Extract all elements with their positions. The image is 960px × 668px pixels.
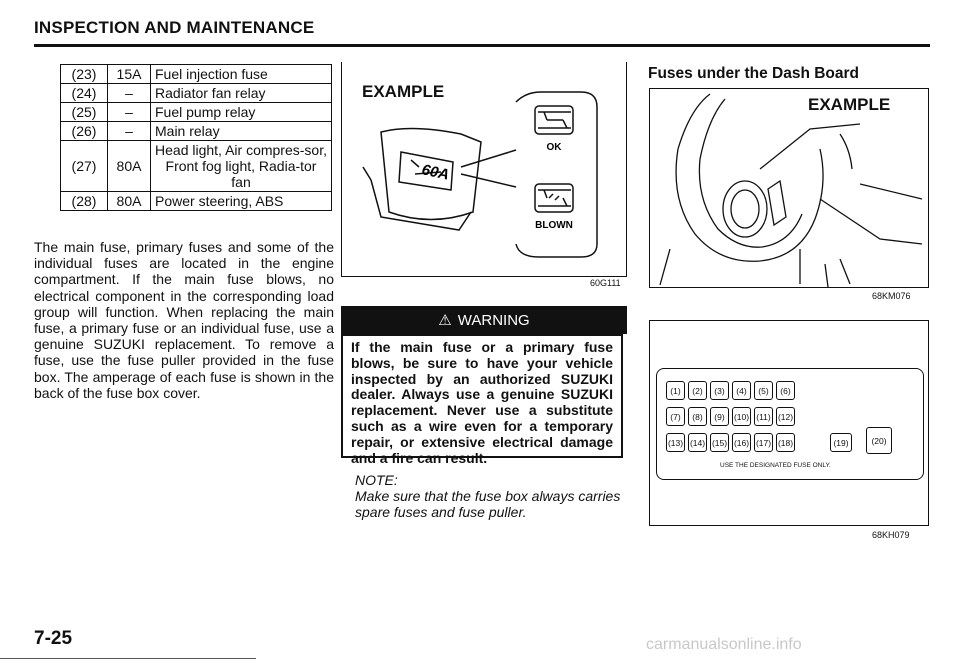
fuse-number: (28) xyxy=(61,192,108,211)
figure-code: 68KM076 xyxy=(872,291,911,301)
fuse-marking-text: 60A xyxy=(420,161,451,184)
fuse-slot: (12) xyxy=(776,407,795,426)
dash-figure-frame xyxy=(649,88,929,288)
fuse-slot: (13) xyxy=(666,433,685,452)
fuse-description: Radiator fan relay xyxy=(151,84,332,103)
steering-wheel-illustration xyxy=(650,89,929,288)
fuse-slot: (18) xyxy=(776,433,795,452)
watermark: carmanualsonline.info xyxy=(646,636,802,653)
note-text: Make sure that the fuse box always carries spare fuses and fuse puller. xyxy=(355,488,621,520)
body-paragraph: The main fuse, primary fuses and some of the individual fuses are located in the engine compartment. If the main fuse blows, no electrical component in the corresponding load group will function. When replacing the main fuse, a primary fuse or an individual fuse, use a genuine SUZUKI replacement. To remove a fuse, use the fuse puller provided in the fuse box. The amperage of each fuse is shown in the back of the fuse box cover. xyxy=(34,239,334,401)
fuse-number: (25) xyxy=(61,103,108,122)
fuse-number: (24) xyxy=(61,84,108,103)
fuse-slot: (11) xyxy=(754,407,773,426)
fuse-box-note: USE THE DESIGNATED FUSE ONLY. xyxy=(720,462,831,469)
fuse-amperage: 80A xyxy=(108,192,151,211)
dash-example-label: EXAMPLE xyxy=(808,95,891,114)
warning-header xyxy=(341,306,627,334)
table-row xyxy=(61,65,332,84)
fuse-amperage: – xyxy=(108,103,151,122)
fuse-number: (23) xyxy=(61,65,108,84)
note-block xyxy=(355,472,645,520)
fuse-slot: (4) xyxy=(732,381,751,400)
note-label: NOTE: xyxy=(355,472,398,488)
fuse-slot: (10) xyxy=(732,407,751,426)
section-heading: Fuses under the Dash Board xyxy=(648,65,860,82)
fuse-slot: (7) xyxy=(666,407,685,426)
page-number: 7-25 xyxy=(34,628,73,649)
header-rule xyxy=(34,44,930,47)
fuse-slot-19: (19) xyxy=(830,433,852,452)
fuse-slot: (8) xyxy=(688,407,707,426)
fuse-description: Head light, Air compres-sor, Front fog light, Radia-tor fan xyxy=(151,141,332,192)
table-row xyxy=(61,122,332,141)
footer-rule xyxy=(0,658,256,659)
fuse-slot: (15) xyxy=(710,433,729,452)
fuse-number: (26) xyxy=(61,122,108,141)
fuse-slot: (9) xyxy=(710,407,729,426)
table-row xyxy=(61,103,332,122)
fuse-slot-20: (20) xyxy=(866,427,892,454)
example-label: EXAMPLE xyxy=(362,82,445,101)
fuse-amperage: 80A xyxy=(108,141,151,192)
fuse-description: Main relay xyxy=(151,122,332,141)
fuse-description: Fuel pump relay xyxy=(151,103,332,122)
fuse-table xyxy=(60,64,332,211)
warning-triangle-icon: ⚠ xyxy=(438,312,452,329)
fuse-slot: (2) xyxy=(688,381,707,400)
table-row xyxy=(61,141,332,192)
fuse-amperage: – xyxy=(108,122,151,141)
figure-code: 68KH079 xyxy=(872,530,910,540)
table-row xyxy=(61,84,332,103)
blown-label: BLOWN xyxy=(535,220,573,231)
fuse-slot: (1) xyxy=(666,381,685,400)
fuse-slot: (14) xyxy=(688,433,707,452)
fuse-description: Power steering, ABS xyxy=(151,192,332,211)
fuse-amperage: – xyxy=(108,84,151,103)
ok-label: OK xyxy=(546,142,562,153)
fuse-amperage: 15A xyxy=(108,65,151,84)
fuse-slot: (16) xyxy=(732,433,751,452)
warning-title: WARNING xyxy=(457,311,530,329)
main-fuse-illustration xyxy=(341,62,627,278)
page-header-title: INSPECTION AND MAINTENANCE xyxy=(34,18,315,37)
table-row xyxy=(61,192,332,211)
fuse-description: Fuel injection fuse xyxy=(151,65,332,84)
fuse-slot: (17) xyxy=(754,433,773,452)
fuse-number: (27) xyxy=(61,141,108,192)
fuse-slot: (3) xyxy=(710,381,729,400)
fuse-slot: (5) xyxy=(754,381,773,400)
figure-code: 60G111 xyxy=(590,278,621,288)
warning-text: If the main fuse or a primary fuse blows, be sure to have your vehicle inspected by an authorized SUZUKI dealer. Always use a genuine SUZUKI replacement. Never use a substitute such as a wire even for a temporary repair, or extensive electrical damage and a fire can result. xyxy=(341,334,623,458)
fuse-slot: (6) xyxy=(776,381,795,400)
